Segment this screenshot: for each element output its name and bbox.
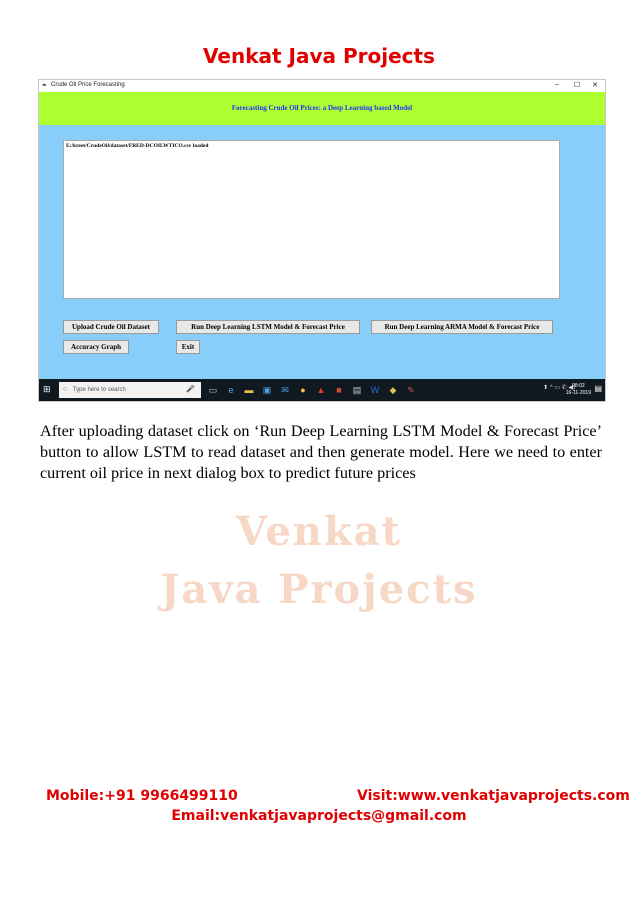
footer-website[interactable]: Visit:www.venkatjavaprojects.com bbox=[357, 788, 630, 804]
store-icon[interactable]: ▣ bbox=[262, 385, 272, 395]
windows-start-icon[interactable]: ⊞ bbox=[43, 384, 51, 394]
powerpoint-icon[interactable]: ■ bbox=[336, 385, 342, 395]
app-banner bbox=[39, 92, 605, 125]
feather-icon: ✒ bbox=[42, 83, 48, 89]
paint-icon[interactable]: ✎ bbox=[407, 385, 415, 395]
window-title: Crude Oil Price Forecasting bbox=[51, 82, 125, 88]
word-icon[interactable]: W bbox=[370, 385, 380, 395]
terminal-icon[interactable]: ▤ bbox=[352, 385, 362, 395]
taskbar-search-box[interactable] bbox=[59, 382, 201, 398]
upload-dataset-button[interactable]: Upload Crude Oil Dataset bbox=[63, 320, 159, 334]
close-button[interactable]: ✕ bbox=[592, 82, 598, 89]
output-text-area[interactable] bbox=[63, 140, 560, 299]
minimize-button[interactable]: – bbox=[555, 81, 559, 88]
body-paragraph: After uploading dataset click on ‘Run Deep Learning LSTM Model & Forecast Price’ button to allow LSTM to read dataset and then generate model. Here we need to enter current oil price in next dialog box to predict future prices bbox=[40, 422, 602, 482]
system-tray-icons[interactable]: ⬆ ^ ▭ ✆ ◀) bbox=[543, 385, 575, 391]
microphone-icon[interactable]: 🎤 bbox=[186, 386, 195, 393]
footer-mobile: Mobile:+91 9966499110 bbox=[46, 788, 238, 804]
banner-title: Forecasting Crude Oil Prices: a Deep Learning based Model bbox=[231, 104, 413, 112]
watermark-line-1: Venkat bbox=[235, 508, 402, 555]
run-lstm-button[interactable]: Run Deep Learning LSTM Model & Forecast Price bbox=[176, 320, 360, 334]
notification-icon[interactable]: ▤ bbox=[594, 384, 602, 393]
edge-browser-icon[interactable]: e bbox=[228, 385, 234, 395]
taskbar-search-placeholder: Type here to search bbox=[72, 387, 126, 393]
text-area-line: E:/kreet/CrudeOil/dataset/FRED-DCOILWTICO.csv loaded bbox=[66, 143, 209, 149]
clock-date: 16-11-2019 bbox=[565, 390, 591, 396]
page-header-title: Venkat Java Projects bbox=[203, 44, 435, 68]
accuracy-graph-button[interactable]: Accuracy Graph bbox=[63, 340, 129, 354]
chrome-browser-icon[interactable]: ● bbox=[300, 385, 306, 395]
footer-email[interactable]: Email:venkatjavaprojects@gmail.com bbox=[171, 808, 467, 824]
app-screenshot bbox=[38, 79, 606, 402]
exit-button[interactable]: Exit bbox=[176, 340, 200, 354]
search-icon: ○ bbox=[63, 386, 68, 393]
task-view-icon[interactable]: ▭ bbox=[208, 385, 218, 395]
run-arma-button[interactable]: Run Deep Learning ARMA Model & Forecast Price bbox=[371, 320, 553, 334]
windows-taskbar bbox=[39, 379, 605, 401]
file-explorer-icon[interactable]: ▬ bbox=[244, 385, 254, 395]
pdf-reader-icon[interactable]: ▲ bbox=[316, 385, 326, 395]
maximize-button[interactable]: ☐ bbox=[573, 82, 581, 89]
mail-icon[interactable]: ✉ bbox=[281, 385, 289, 395]
python-icon[interactable]: ◆ bbox=[389, 385, 397, 395]
watermark-line-2: Java Projects bbox=[160, 566, 478, 613]
clock-time: 08:02 bbox=[572, 383, 585, 389]
window-titlebar bbox=[39, 80, 605, 92]
taskbar-clock[interactable] bbox=[566, 383, 591, 397]
